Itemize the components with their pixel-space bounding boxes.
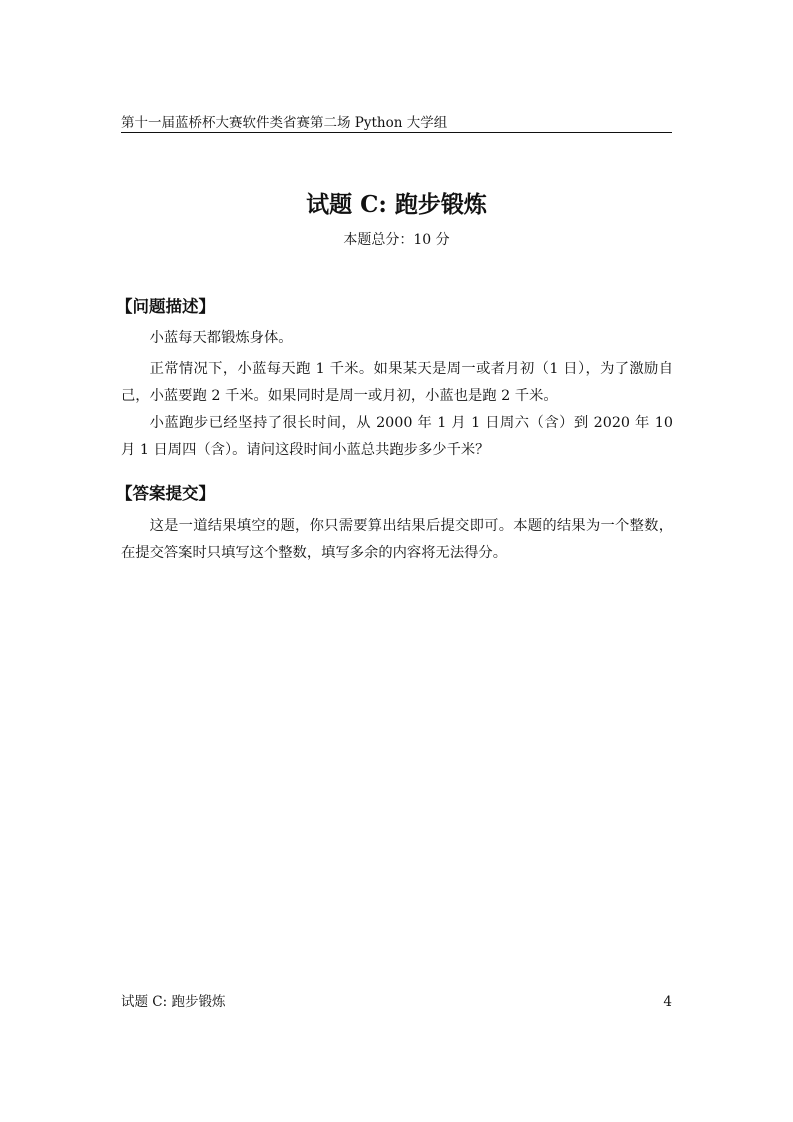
problem-score: 本题总分：10 分 <box>343 232 450 248</box>
footer-problem-title: 试题 C: 跑步锻炼 <box>121 994 226 1010</box>
running-header: 第十一届蓝桥杯大赛软件类省赛第二场 Python 大学组 <box>121 115 448 131</box>
header-rule <box>121 132 672 133</box>
description-paragraph-3: 小蓝跑步已经坚持了很长时间，从 2000 年 1 月 1 日周六（含）到 2020 年 10 月 1 日周四（含）。请问这段时间小蓝总共跑步多少千米？ <box>121 415 673 458</box>
description-paragraph-2: 正常情况下，小蓝每天跑 1 千米。如果某天是周一或者月初（1 日），为了激励自己，小蓝要跑 2 千米。如果同时是周一或月初，小蓝也是跑 2 千米。 <box>121 361 673 404</box>
description-paragraph-1: 小蓝每天都锻炼身体。 <box>149 330 293 346</box>
footer-page-number: 4 <box>663 994 672 1010</box>
problem-title: 试题 C: 跑步锻炼 <box>306 191 487 218</box>
submission-paragraph: 这是一道结果填空的题，你只需要算出结果后提交即可。本题的结果为一个整数，在提交答案时只填写这个整数，填写多余的内容将无法得分。 <box>121 518 673 561</box>
description-heading: 【问题描述】 <box>116 297 215 316</box>
submission-heading: 【答案提交】 <box>116 484 215 503</box>
